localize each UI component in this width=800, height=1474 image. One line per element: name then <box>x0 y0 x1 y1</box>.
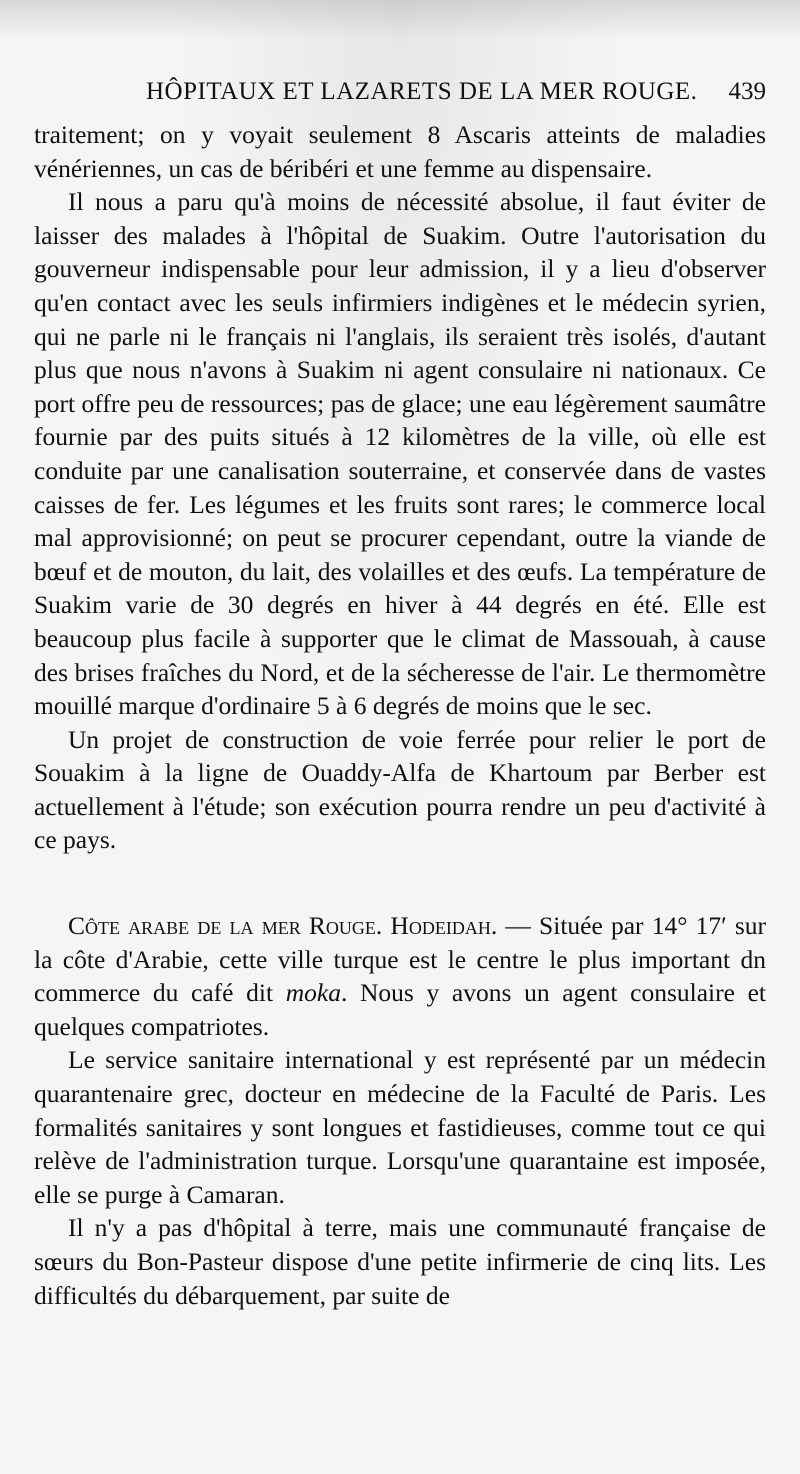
paragraph-hospital-ashore: Il n'y a pas d'hôpital à terre, mais une communauté française de sœurs du Bon-Pasteur dispose d'une petite infirmerie de cinq lits. Les difficultés du débarquement, par suite de <box>34 1213 766 1310</box>
paragraph-hodeidah <box>34 909 766 1043</box>
body-text <box>34 118 766 1312</box>
page-number: 439 <box>728 78 766 105</box>
running-header <box>34 78 766 112</box>
paragraph-suakim-hospital: Il nous a paru qu'à moins de nécessité absolue, il faut éviter de laisser des malades à l'hôpital de Suakim. Outre l'autorisation du gouverneur indispensable pour leur admission, il y a lieu d'observer qu'en contact avec les seuls infirmiers indigènes et le médecin syrien, qui ne parle ni le français ni l'anglais, ils seraient très isolés, d'autant plus que nous n'avons à Suakim ni agent consulaire ni nationaux. Ce port offre peu de ressources; pas de glace; une eau légèrement saumâtre fournie par des puits situés à 12 kilomètres de la ville, où elle est conduite par une canalisation souterraine, et conservée dans de vastes caisses de fer. Les légumes et les fruits sont rares; le commerce local mal approvisionné; on peut se procurer cependant, outre la viande de bœuf et de mouton, du lait, des volailles et des œufs. La température de Suakim varie de 30 degrés en hiver à 44 degrés en été. Elle est beaucoup plus facile à supporter que le climat de Massouah, à cause des brises fraîches du Nord, et de la sécheresse de l'air. Le thermomètre mouillé marque d'ordinaire 5 à 6 degrés de moins que le sec. <box>34 187 766 721</box>
paragraph-sanitary-service: Le service sanitaire international y est représenté par un médecin quarantenaire grec, docteur en médecine de la Faculté de Paris. Les formalités sanitaires y sont longues et fastidieuses, comme tout ce qui relève de l'administration turque. Lorsqu'une quarantaine est imposée, elle se purge à Camaran. <box>34 1045 766 1209</box>
scan-edge-shadow <box>0 0 800 40</box>
paragraph-continuation: traitement; on y voyait seulement 8 Ascaris atteints de maladies vénériennes, un cas de béribéri et une femme au dispensaire. <box>34 120 766 183</box>
italic-moka: moka <box>285 978 341 1008</box>
paragraph-hodeidah-text-after-italic: . Nous y avons un agent consulaire et quelques compatriotes. <box>34 978 766 1041</box>
section-spacer <box>34 857 766 909</box>
running-title: HÔPITAUX ET LAZARETS DE LA MER ROUGE. <box>146 78 698 105</box>
section-heading-hodeidah: Côte arabe de la mer Rouge. Hodeidah. <box>68 911 498 941</box>
paragraph-hodeidah-text-before-italic: — Située par 14° 17′ sur la côte d'Arabie, cette ville turque est le centre le plus important dn commerce du café dit <box>34 911 766 1008</box>
paragraph-railway-project: Un projet de construction de voie ferrée pour relier le port de Souakim à la ligne de Ouaddy-Alfa de Khartoum par Berber est actuellement à l'étude; son exécution pourra rendre un peu d'activité à ce pays. <box>34 724 766 855</box>
